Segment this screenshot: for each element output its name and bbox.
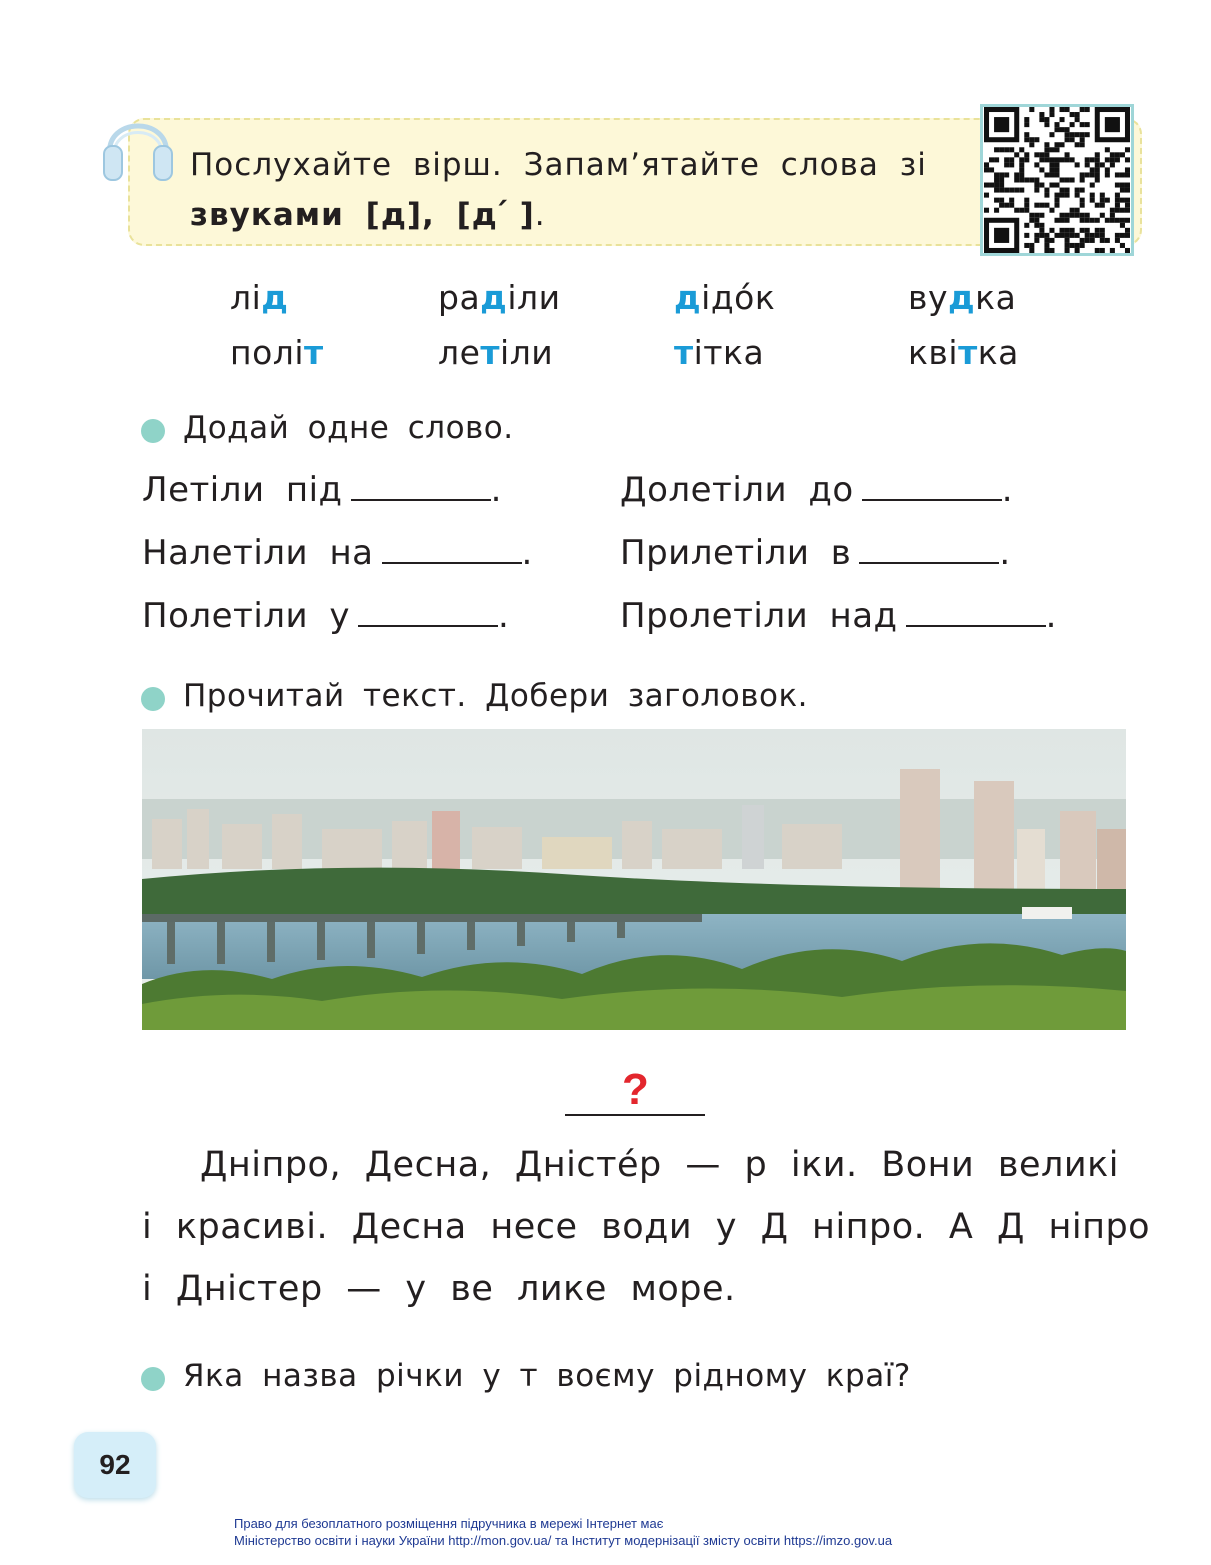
bullet-icon <box>141 687 165 711</box>
footer-line-2: Міністерство освіти і науки України http://mon.gov.ua/ та Інститут модернізації змісту освіти https://imzo.gov.ua <box>234 1533 893 1548</box>
paragraph-line-1: Дніпро, Десна, Дністéр — р іки. Вони великі <box>200 1145 1120 1185</box>
word-item: раділи <box>438 278 561 317</box>
word-item: дідóк <box>674 278 776 317</box>
word-item: квітка <box>908 333 1019 372</box>
title-question-mark: ? <box>622 1065 649 1114</box>
instruction-question: Яка назва річки у т воєму рідному краї? <box>183 1358 911 1394</box>
word-item: летіли <box>438 333 554 372</box>
answer-blank[interactable] <box>351 473 491 501</box>
word-item: політ <box>230 333 324 372</box>
paragraph-line-3: і Дністер — у ве лике море. <box>142 1269 736 1309</box>
city-river-photo <box>142 729 1126 1030</box>
answer-blank[interactable] <box>859 536 999 564</box>
page-number-badge <box>74 1432 156 1498</box>
fill-in-sentence: Пролетіли над . <box>620 596 1057 636</box>
city-river-image <box>142 729 1126 1030</box>
answer-blank[interactable] <box>862 473 1002 501</box>
instruction-read-text: Прочитай текст. Добери заголовок. <box>183 678 809 714</box>
fill-in-sentence: Долетіли до . <box>620 470 1014 510</box>
word-item: вудка <box>908 278 1017 317</box>
word-item: тітка <box>674 333 765 372</box>
paragraph-line-2: і красиві. Десна несе води у Д ніпро. А Д ніпро <box>142 1207 1151 1247</box>
task-line-1: Послухайте вірш. Запам’ятайте слова зі <box>190 147 927 183</box>
fill-in-sentence: Налетіли на . <box>142 533 533 573</box>
qr-pattern <box>983 107 1131 253</box>
fill-in-sentence: Прилетіли в . <box>620 533 1011 573</box>
fill-in-sentence: Полетіли у . <box>142 596 510 636</box>
task-end: . <box>534 197 546 233</box>
task-bold-sounds: звуками [д], [д ́] <box>190 197 535 233</box>
task-line-2 <box>190 190 930 240</box>
word-item: лід <box>230 278 289 317</box>
title-blank-line[interactable] <box>565 1114 705 1116</box>
answer-blank[interactable] <box>906 599 1046 627</box>
instruction-add-word: Додай одне слово. <box>183 410 514 446</box>
answer-blank[interactable] <box>358 599 498 627</box>
qr-code-icon[interactable] <box>980 104 1134 256</box>
page-number: 92 <box>99 1449 131 1480</box>
bullet-icon <box>141 1367 165 1391</box>
footer-line-1: Право для безоплатного розміщення підручника в мережі Інтернет має <box>234 1516 664 1531</box>
headphones-icon <box>100 96 176 192</box>
fill-in-sentence: Летіли під . <box>142 470 502 510</box>
task-instruction <box>190 140 930 240</box>
bullet-icon <box>141 419 165 443</box>
answer-blank[interactable] <box>382 536 522 564</box>
